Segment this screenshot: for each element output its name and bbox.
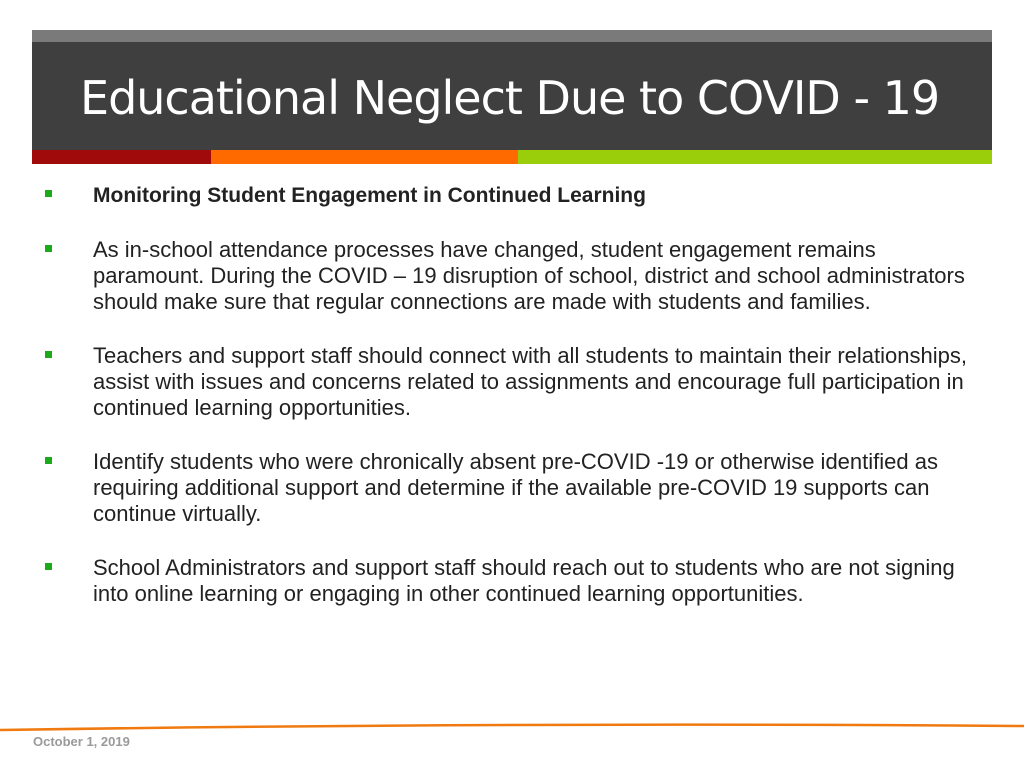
accent-segment-green bbox=[518, 150, 992, 164]
slide-title: Educational Neglect Due to COVID - 19 bbox=[80, 71, 940, 125]
bullet-text: Identify students who were chronically absent pre-COVID -19 or otherwise identified as requiring additional support and determine if the available pre-COVID 19 supports can continue virtually. bbox=[93, 449, 938, 526]
square-bullet-icon bbox=[45, 351, 52, 358]
square-bullet-icon bbox=[45, 563, 52, 570]
accent-segment-red bbox=[32, 150, 211, 164]
square-bullet-icon bbox=[45, 245, 52, 252]
accent-segment-orange bbox=[211, 150, 518, 164]
bullet-text: Teachers and support staff should connect with all students to maintain their relationships, assist with issues and concerns related to assignments and encourage full participation in continued learning opportunities. bbox=[93, 343, 967, 420]
bullet-item bbox=[40, 237, 970, 315]
footer-date: October 1, 2019 bbox=[33, 734, 130, 749]
title-bar-top-band bbox=[32, 30, 992, 42]
bullet-item bbox=[40, 343, 970, 421]
bullet-text: School Administrators and support staff should reach out to students who are not signing into online learning or engaging in other continued learning opportunities. bbox=[93, 555, 955, 606]
square-bullet-icon bbox=[45, 190, 52, 197]
bullet-item bbox=[40, 182, 970, 209]
bullet-text: As in-school attendance processes have changed, student engagement remains paramount. During the COVID – 19 disruption of school, district and school administrators should make sure that regular connections are made with students and families. bbox=[93, 237, 965, 314]
footer-accent-line bbox=[0, 700, 1024, 740]
accent-strip bbox=[32, 150, 992, 164]
bullet-item bbox=[40, 555, 970, 607]
title-bar bbox=[32, 30, 992, 150]
bullet-item bbox=[40, 449, 970, 527]
bullet-heading: Monitoring Student Engagement in Continued Learning bbox=[93, 184, 646, 207]
square-bullet-icon bbox=[45, 457, 52, 464]
bullet-list bbox=[40, 182, 970, 635]
